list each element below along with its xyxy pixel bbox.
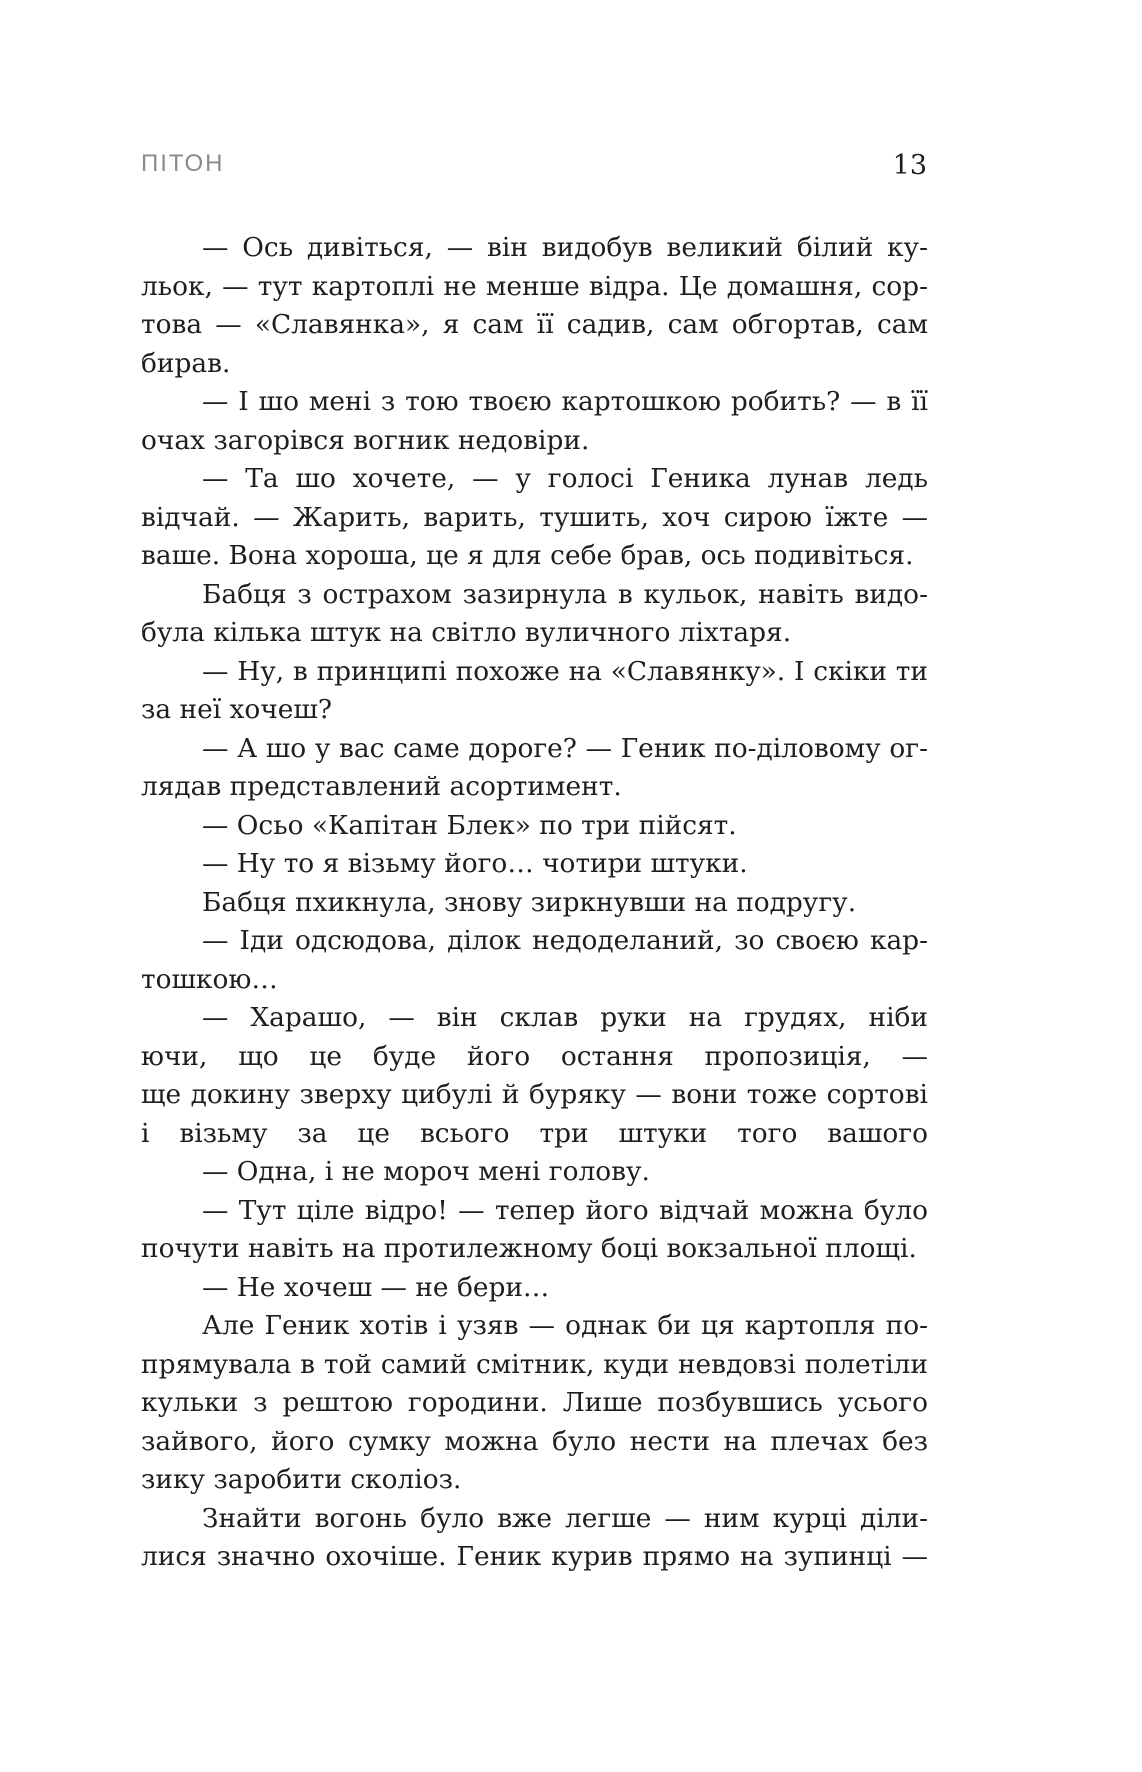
text-line: — Ну, в принципі похоже на «Славянку». І скіки ти <box>202 655 928 687</box>
text-line: лися значно охочіше. Геник курив прямо на зупинці — <box>141 1541 928 1572</box>
text-line: кульки з рештою городини. Лише позбувшись усього <box>141 1387 928 1418</box>
text-line: — Тут ціле відро! — тепер його відчай можна було <box>202 1194 928 1226</box>
text-line: прямувала в той самий смітник, куди невдовзі полетіли <box>141 1348 928 1380</box>
text-line: — Харашо, — він склав руки на грудях, ніби <box>202 1002 928 1033</box>
text-line: ючи, що це буде його остання пропозиція, — <box>141 1040 928 1072</box>
text-line: була кілька штук на світло вуличного ліхтаря. <box>141 617 792 648</box>
text-line: — Не хочеш — не бери… <box>202 1271 550 1303</box>
text-line: — Іди одсюдова, ділок недоделаний, зо своєю кар- <box>202 925 928 956</box>
text-line: відчай. — Жарить, варить, тушить, хоч сирою їжте — <box>141 501 928 533</box>
text-line: і візьму за це всього три штуки того вашого <box>141 1117 928 1149</box>
text-line: лядав представлений асортимент. <box>141 771 622 802</box>
text-line: — А шо у вас саме дороге? — Геник по-діловому ог- <box>202 732 928 764</box>
text-line: това — «Славянка», я сам її садив, сам обгортав, сам <box>141 309 928 340</box>
text-line: Бабця пхикнула, знову зиркнувши на подругу. <box>202 886 857 918</box>
text-line: Знайти вогонь було вже легше — ним курці діли- <box>202 1502 928 1534</box>
text-line: тошкою… <box>141 963 278 995</box>
text-line: зику заробити сколіоз. <box>141 1464 462 1495</box>
text-line: — Та шо хочете, — у голосі Геника лунав ледь <box>202 463 928 494</box>
text-line: — Ну то я візьму його… чотири штуки. <box>202 848 748 879</box>
text-line: — Осьо «Капітан Блек» по три пійсят. <box>202 809 737 841</box>
text-line: зайвого, його сумку можна було нести на плечах без <box>141 1425 928 1457</box>
text-line: — Ось дивіться, — він видобув великий білий ку- <box>202 232 928 263</box>
text-line: — Одна, і не мороч мені голову. <box>202 1156 650 1187</box>
text-line: Бабця з острахом зазирнула в кульок, навіть видо- <box>202 578 928 610</box>
running-title: ПІТОН <box>141 150 225 177</box>
page-number: 13 <box>892 150 927 181</box>
text-line: — І шо мені з тою твоєю картошкою робить? — в її <box>202 386 928 417</box>
text-line: Але Геник хотів і узяв — однак би ця картопля по- <box>202 1310 928 1341</box>
text-line: ваше. Вона хороша, це я для себе брав, ось подивіться. <box>141 540 914 571</box>
text-line: ще докину зверху цибулі й буряку — вони тоже сортові <box>141 1079 928 1110</box>
text-line: льок, — тут картоплі не менше відра. Це домашня, сор- <box>141 270 928 302</box>
body-text <box>141 229 928 1577</box>
text-line: почути навіть на протилежному боці вокзальної площі. <box>141 1233 917 1264</box>
text-line: очах загорівся вогник недовіри. <box>141 424 590 456</box>
text-line: бирав. <box>141 347 231 379</box>
text-line: за неї хочеш? <box>141 694 333 725</box>
